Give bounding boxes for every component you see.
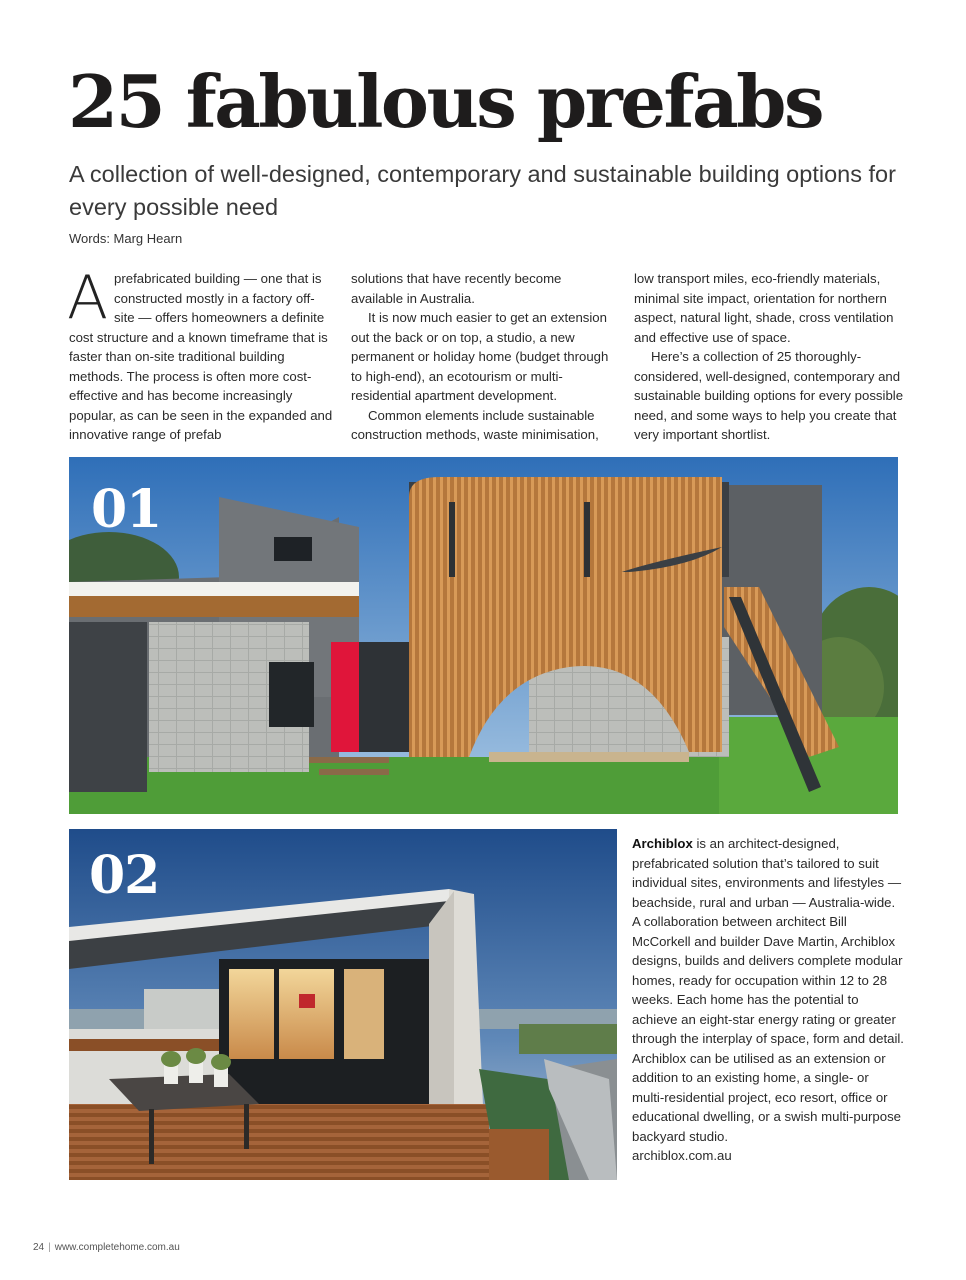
entry-number-02: 02: [89, 845, 160, 906]
entry-02-url[interactable]: archiblox.com.au: [632, 1148, 732, 1163]
intro-paragraph: solutions that have recently become available in Australia.: [351, 271, 562, 306]
intro-paragraph: prefabricated building — one that is constructed mostly in a factory off-site — offers homeowners a definite cost structure and a known timeframe that is faster than on-site traditional building methods. The process is often more cost-effective and has become increasingly popular, as can be seen in the expanded and innovative range of prefab: [69, 271, 333, 442]
entry-number-01: 01: [91, 479, 162, 540]
intro-paragraph: Here’s a collection of 25 thoroughly-considered, well-designed, contemporary and sustainable building options for every possible need, and some ways to help you create that very important shortlist.: [634, 349, 904, 442]
byline: Words: Marg Hearn: [69, 231, 183, 246]
entry-02-brand: Archiblox: [632, 836, 693, 851]
page-number: 24: [33, 1242, 45, 1253]
intro-paragraph: It is now much easier to get an extension out the back or on top, a studio, a new permanent or holiday home (budget through to high-end), an ecotourism or multi-residential apartment development.: [351, 310, 609, 403]
entry-02-description: [632, 834, 904, 1166]
page-footer: [33, 1242, 180, 1253]
photo-01-timber-house: [69, 457, 898, 814]
entry-02-body: is an architect-designed, prefabricated solution that’s tailored to suit individual sites, environments and lifestyles — beachside, rural and urban — Australia-wide. A collaboration between architect Bill McCorkell and builder Dave Martin, Archiblox designs, builds and delivers complete modular homes, ready for occupation within 12 to 28 weeks. Each home has the potential to achieve an eight-star energy rating or greater through the interplay of space, form and detail. Archiblox can be utilised as an extension or addition to an existing home, a single- or multi-residential project, eco resort, office or educational dwelling, or a swish multi-purpose backyard studio.: [632, 836, 904, 1144]
footer-website[interactable]: www.completehome.com.au: [54, 1242, 180, 1253]
intro-column-3: [634, 269, 904, 445]
intro-paragraph: low transport miles, eco-friendly materials, minimal site impact, orientation for northern aspect, natural light, shade, cross ventilation and effective use of space.: [634, 271, 894, 345]
intro-column-1: [67, 263, 333, 445]
article-title: 25 fabulous prefabs: [68, 59, 822, 144]
drop-cap: A: [67, 263, 109, 333]
article-subtitle: A collection of well-designed, contemporary and sustainable building options for every possible need: [69, 161, 896, 220]
intro-paragraph: Common elements include sustainable construction methods, waste minimisation,: [351, 407, 599, 442]
intro-column-2: [351, 269, 615, 445]
footer-separator: |: [48, 1242, 51, 1253]
photo-02-archiblox-house: [69, 829, 617, 1180]
